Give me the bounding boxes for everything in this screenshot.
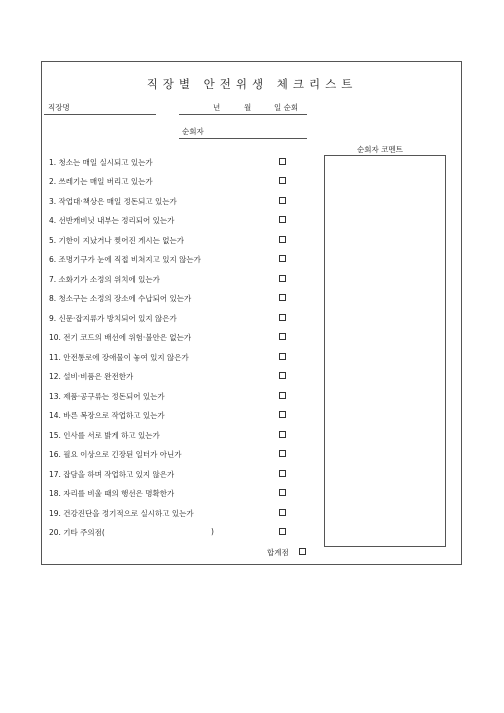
checklist-item: 4. 선반캐비닛 내부는 정리되어 있는가 [49, 216, 175, 225]
checkbox[interactable] [279, 158, 286, 165]
date-day-label: 일 순회 [274, 103, 299, 112]
checklist-item: 8. 청소구는 소정의 장소에 수납되어 있는가 [49, 294, 192, 303]
checkbox[interactable] [279, 314, 286, 321]
checklist-item: 11. 안전통로에 장애물이 놓여 있지 않은가 [49, 353, 189, 362]
checklist-item: 1. 청소는 매일 실시되고 있는가 [49, 158, 153, 167]
checklist-item: 19. 건강진단을 정기적으로 실시하고 있는가 [49, 509, 194, 518]
other-note-close-paren: ) [211, 527, 214, 536]
checklist-item: 12. 설비·비품은 완전한가 [49, 372, 134, 381]
inspector-label: 순회자 [182, 127, 204, 136]
checklist-item: 13. 제품·공구류는 정돈되어 있는가 [49, 392, 165, 401]
checklist-item: 7. 소화기가 소정의 위치에 있는가 [49, 275, 160, 284]
checkbox[interactable] [279, 528, 286, 535]
checkbox[interactable] [279, 431, 286, 438]
inspector-field[interactable] [179, 138, 307, 139]
checkbox[interactable] [279, 489, 286, 496]
checkbox[interactable] [279, 216, 286, 223]
date-field[interactable] [179, 114, 307, 115]
checklist-item: 15. 인사를 서로 밝게 하고 있는가 [49, 431, 160, 440]
date-year-label: 년 [213, 103, 221, 112]
checklist-item: 3. 작업대·책상은 매일 정돈되고 있는가 [49, 197, 177, 206]
checkbox[interactable] [279, 392, 286, 399]
total-score-label: 합계점 [267, 548, 289, 557]
checklist-item: 9. 신문·잡지류가 방치되어 있지 않은가 [49, 314, 177, 323]
checkbox[interactable] [279, 294, 286, 301]
checkbox[interactable] [279, 372, 286, 379]
checkbox[interactable] [279, 450, 286, 457]
checklist-item: 16. 필요 이상으로 긴장된 일터가 아닌가 [49, 450, 182, 459]
comment-box[interactable] [324, 155, 446, 547]
checklist-item: 14. 바른 복장으로 작업하고 있는가 [49, 411, 165, 420]
workplace-label: 직장명 [48, 103, 70, 112]
page-title: 직장별 안전위생 체크리스트 [146, 77, 358, 91]
checkbox[interactable] [279, 470, 286, 477]
checklist-item: 20. 기타 주의점( [49, 528, 105, 537]
checklist-item: 2. 쓰레기는 매일 버리고 있는가 [49, 177, 153, 186]
checkbox[interactable] [279, 353, 286, 360]
comment-label: 순회자 코멘트 [357, 145, 403, 154]
checkbox[interactable] [279, 177, 286, 184]
checkbox[interactable] [279, 333, 286, 340]
date-month-label: 월 [244, 103, 252, 112]
checkbox[interactable] [279, 197, 286, 204]
checklist-item: 6. 조명기구가 눈에 직접 비쳐지고 있지 않는가 [49, 255, 201, 264]
total-score-checkbox[interactable] [299, 548, 306, 555]
checkbox[interactable] [279, 255, 286, 262]
workplace-field[interactable] [44, 114, 156, 115]
checkbox[interactable] [279, 236, 286, 243]
checkbox[interactable] [279, 411, 286, 418]
checkbox[interactable] [279, 275, 286, 282]
checkbox[interactable] [279, 509, 286, 516]
checklist-item: 18. 자리를 비울 때의 행선은 명확한가 [49, 489, 175, 498]
checklist-item: 5. 기한이 지났거나 찢어진 게시는 없는가 [49, 236, 184, 245]
checklist-item: 17. 잡담을 하며 작업하고 있지 않은가 [49, 470, 175, 479]
checklist-item: 10. 전기 코드의 배선에 위험·불안은 없는가 [49, 333, 192, 342]
